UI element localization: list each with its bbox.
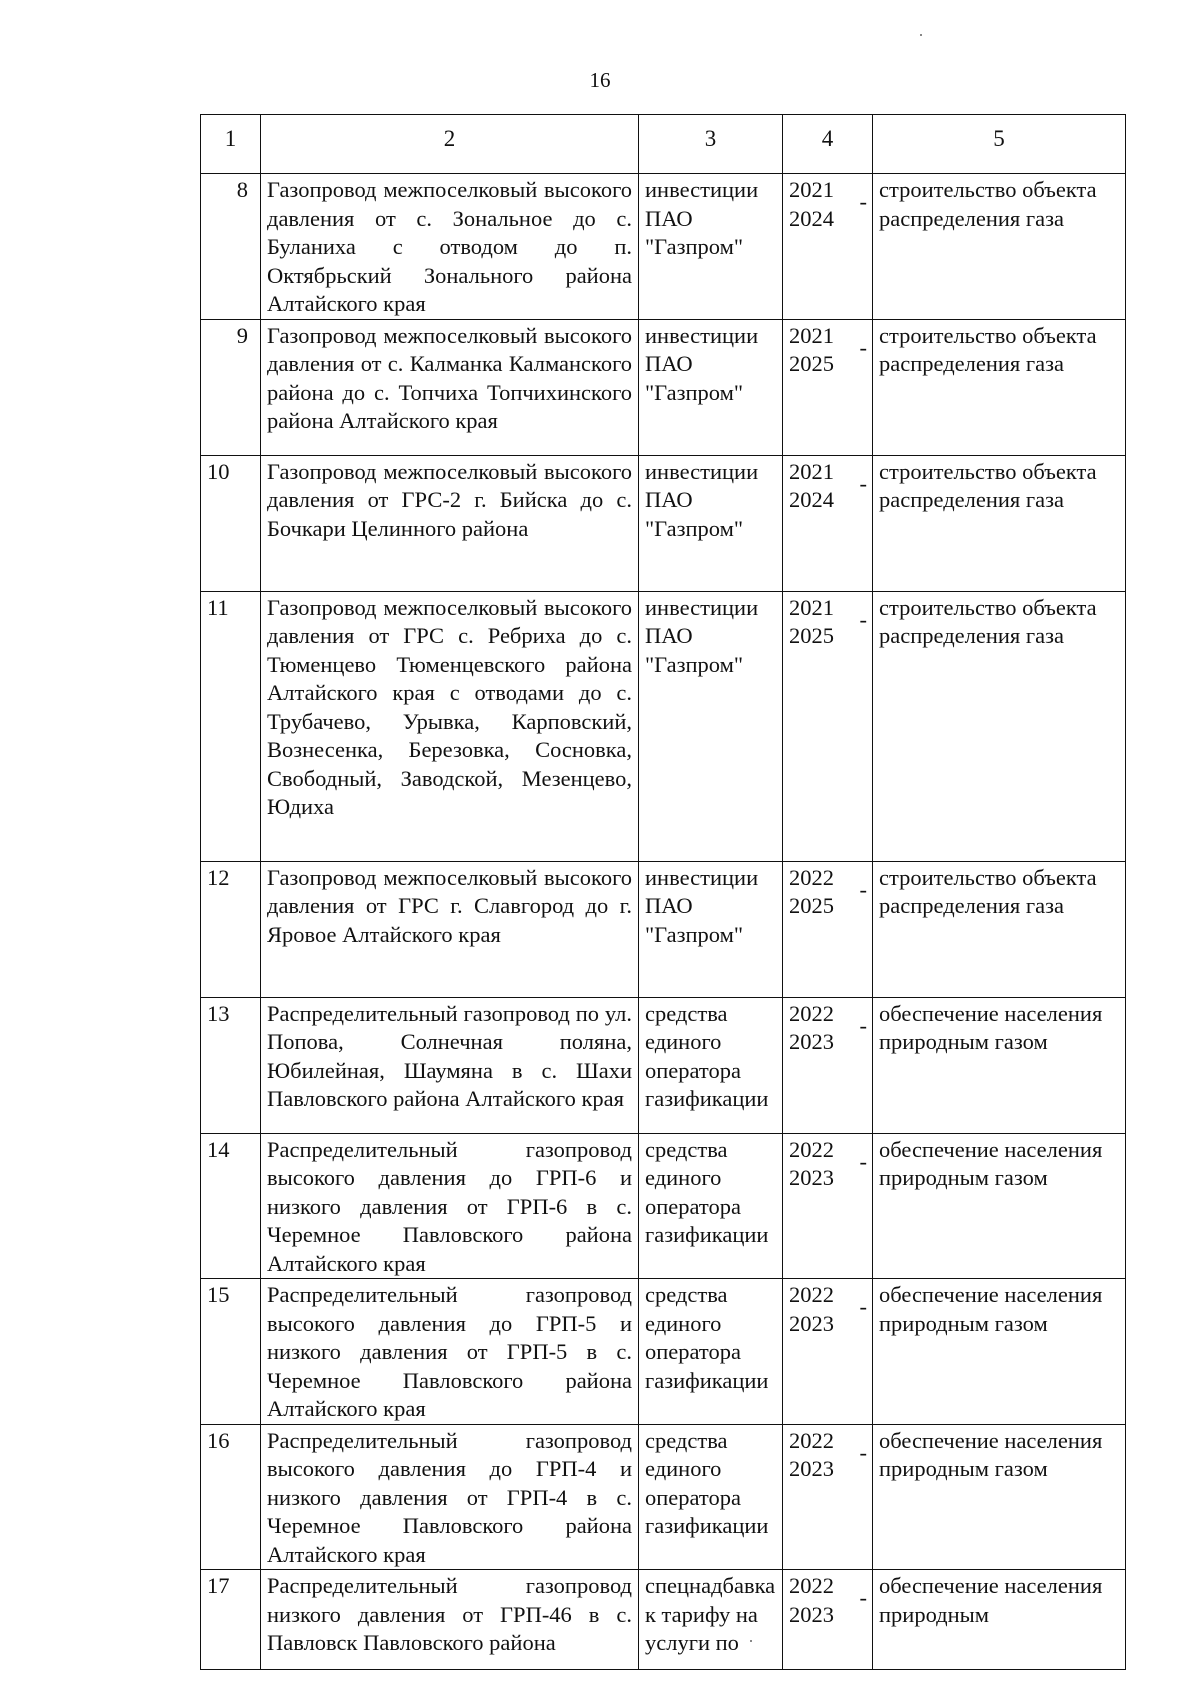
funding-source: средства единого оператора газификации bbox=[639, 1424, 783, 1570]
row-number: 8 bbox=[201, 174, 261, 320]
year-start: 2022 bbox=[789, 1573, 834, 1598]
object-name: Распределительный газопровод высокого давления до ГРП-5 и низкого давления от ГРП-5 в с. Черемное Павловского района Алтайского края bbox=[261, 1279, 639, 1425]
funding-source: средства единого оператора газификации bbox=[639, 997, 783, 1133]
table-row bbox=[201, 1133, 1126, 1279]
object-name: Газопровод межпоселковый высокого давления от ГРС с. Ребриха до с. Тюменцево Тюменцевского района Алтайского края с отводами до с. Трубачево, Урывка, Карповский, Вознесенка, Березовка, Сосновка, Свободный, Заводской, Мезенцево, Юдиха bbox=[261, 591, 639, 861]
year-end: 2025 bbox=[789, 893, 834, 918]
period-cell bbox=[783, 1570, 873, 1670]
object-name: Газопровод межпоселковый высокого давления от ГРС г. Славгород до г. Яровое Алтайского края bbox=[261, 861, 639, 997]
table-row bbox=[201, 861, 1126, 997]
year-start: 2021 bbox=[789, 594, 834, 620]
table-row bbox=[201, 455, 1126, 591]
object-name: Газопровод межпоселковый высокого давления от с. Калманка Калманского района до с. Топчиха Топчихинского района Алтайского края bbox=[261, 319, 639, 455]
year-start: 2021 bbox=[789, 322, 834, 348]
page-number: 16 bbox=[589, 68, 611, 92]
period-cell bbox=[783, 591, 873, 861]
year-start: 2022 bbox=[789, 864, 834, 890]
row-number: 13 bbox=[201, 997, 261, 1133]
year-separator: - bbox=[859, 334, 867, 360]
funding-source: средства единого оператора газификации bbox=[639, 1133, 783, 1279]
object-name: Газопровод межпоселковый высокого давления от ГРС-2 г. Бийска до с. Бочкари Целинного района bbox=[261, 455, 639, 591]
object-name: Распределительный газопровод высокого давления до ГРП-4 и низкого давления от ГРП-4 в с. Черемное Павловского района Алтайского края bbox=[261, 1424, 639, 1570]
year-start: 2022 bbox=[789, 1136, 834, 1162]
purpose: строительство объекта распределения газа bbox=[873, 174, 1126, 320]
table-row bbox=[201, 1279, 1126, 1425]
object-name: Газопровод межпоселковый высокого давления от с. Зональное до с. Буланиха с отводом до п. Октябрьский Зонального района Алтайского края bbox=[261, 174, 639, 320]
table-header-row bbox=[201, 115, 1126, 174]
purpose: обеспечение населения природным газом bbox=[873, 1279, 1126, 1425]
funding-source: инвестиции ПАО "Газпром" bbox=[639, 455, 783, 591]
purpose: строительство объекта распределения газа bbox=[873, 861, 1126, 997]
period-cell bbox=[783, 455, 873, 591]
column-header-2: 2 bbox=[261, 115, 639, 174]
row-number: 10 bbox=[201, 455, 261, 591]
period-cell bbox=[783, 997, 873, 1133]
table-row bbox=[201, 1570, 1126, 1670]
period-cell bbox=[783, 174, 873, 320]
year-end: 2023 bbox=[789, 1165, 834, 1190]
scan-speck bbox=[750, 1640, 752, 1642]
funding-source: инвестиции ПАО "Газпром" bbox=[639, 319, 783, 455]
year-end: 2023 bbox=[789, 1601, 834, 1627]
purpose: обеспечение населения природным газом bbox=[873, 1424, 1126, 1570]
period-cell bbox=[783, 319, 873, 455]
year-end: 2023 bbox=[789, 1310, 834, 1336]
year-separator: - bbox=[859, 1148, 867, 1174]
year-end: 2023 bbox=[789, 1029, 834, 1054]
object-name: Распределительный газопровод по ул. Попова, Солнечная поляна, Юбилейная, Шаумяна в с. Шахи Павловского района Алтайского края bbox=[261, 997, 639, 1133]
purpose: обеспечение населения природным газом bbox=[873, 997, 1126, 1133]
row-number: 9 bbox=[201, 319, 261, 455]
table-row bbox=[201, 174, 1126, 320]
year-separator: - bbox=[859, 1439, 867, 1465]
gas-pipeline-table-container bbox=[200, 114, 1125, 1670]
year-end: 2024 bbox=[789, 487, 834, 512]
year-separator: - bbox=[859, 1585, 867, 1610]
column-header-3: 3 bbox=[639, 115, 783, 174]
purpose: обеспечение населения природным bbox=[873, 1570, 1126, 1670]
table-body bbox=[201, 174, 1126, 1670]
year-start: 2021 bbox=[789, 458, 834, 484]
table-row bbox=[201, 1424, 1126, 1570]
year-start: 2022 bbox=[789, 1282, 834, 1307]
funding-source: инвестиции ПАО "Газпром" bbox=[639, 174, 783, 320]
period-cell bbox=[783, 1424, 873, 1570]
funding-source: инвестиции ПАО "Газпром" bbox=[639, 861, 783, 997]
year-separator: - bbox=[859, 1012, 867, 1038]
year-separator: - bbox=[859, 876, 867, 902]
period-cell bbox=[783, 1133, 873, 1279]
table-row bbox=[201, 997, 1126, 1133]
purpose: строительство объекта распределения газа bbox=[873, 455, 1126, 591]
table-row bbox=[201, 319, 1126, 455]
year-start: 2022 bbox=[789, 1427, 834, 1453]
purpose: строительство объекта распределения газа bbox=[873, 319, 1126, 455]
row-number: 16 bbox=[201, 1424, 261, 1570]
funding-source: средства единого оператора газификации bbox=[639, 1279, 783, 1425]
year-end: 2025 bbox=[789, 623, 834, 648]
column-header-4: 4 bbox=[783, 115, 873, 174]
year-end: 2025 bbox=[789, 351, 834, 376]
column-header-1: 1 bbox=[201, 115, 261, 174]
row-number: 14 bbox=[201, 1133, 261, 1279]
period-cell bbox=[783, 1279, 873, 1425]
year-separator: - bbox=[859, 470, 867, 496]
object-name: Распределительный газопровод низкого давления от ГРП-46 в с. Павловск Павловского района bbox=[261, 1570, 639, 1670]
scan-speck bbox=[920, 34, 922, 36]
year-separator: - bbox=[859, 189, 867, 214]
year-separator: - bbox=[859, 606, 867, 632]
row-number: 17 bbox=[201, 1570, 261, 1670]
year-start: 2022 bbox=[789, 1000, 834, 1026]
funding-source: спецнадбавка к тарифу на услуги по bbox=[639, 1570, 783, 1670]
table-row bbox=[201, 591, 1126, 861]
period-cell bbox=[783, 861, 873, 997]
purpose: строительство объекта распределения газа bbox=[873, 591, 1126, 861]
column-header-5: 5 bbox=[873, 115, 1126, 174]
year-separator: - bbox=[859, 1294, 867, 1319]
row-number: 15 bbox=[201, 1279, 261, 1425]
row-number: 12 bbox=[201, 861, 261, 997]
year-end: 2023 bbox=[789, 1456, 834, 1481]
object-name: Распределительный газопровод высокого давления до ГРП-6 и низкого давления от ГРП-6 в с. Черемное Павловского района Алтайского края bbox=[261, 1133, 639, 1279]
year-start: 2021 bbox=[789, 177, 834, 202]
row-number: 11 bbox=[201, 591, 261, 861]
purpose: обеспечение населения природным газом bbox=[873, 1133, 1126, 1279]
gas-pipeline-table bbox=[200, 114, 1126, 1670]
year-end: 2024 bbox=[789, 205, 834, 231]
funding-source: инвестиции ПАО "Газпром" bbox=[639, 591, 783, 861]
